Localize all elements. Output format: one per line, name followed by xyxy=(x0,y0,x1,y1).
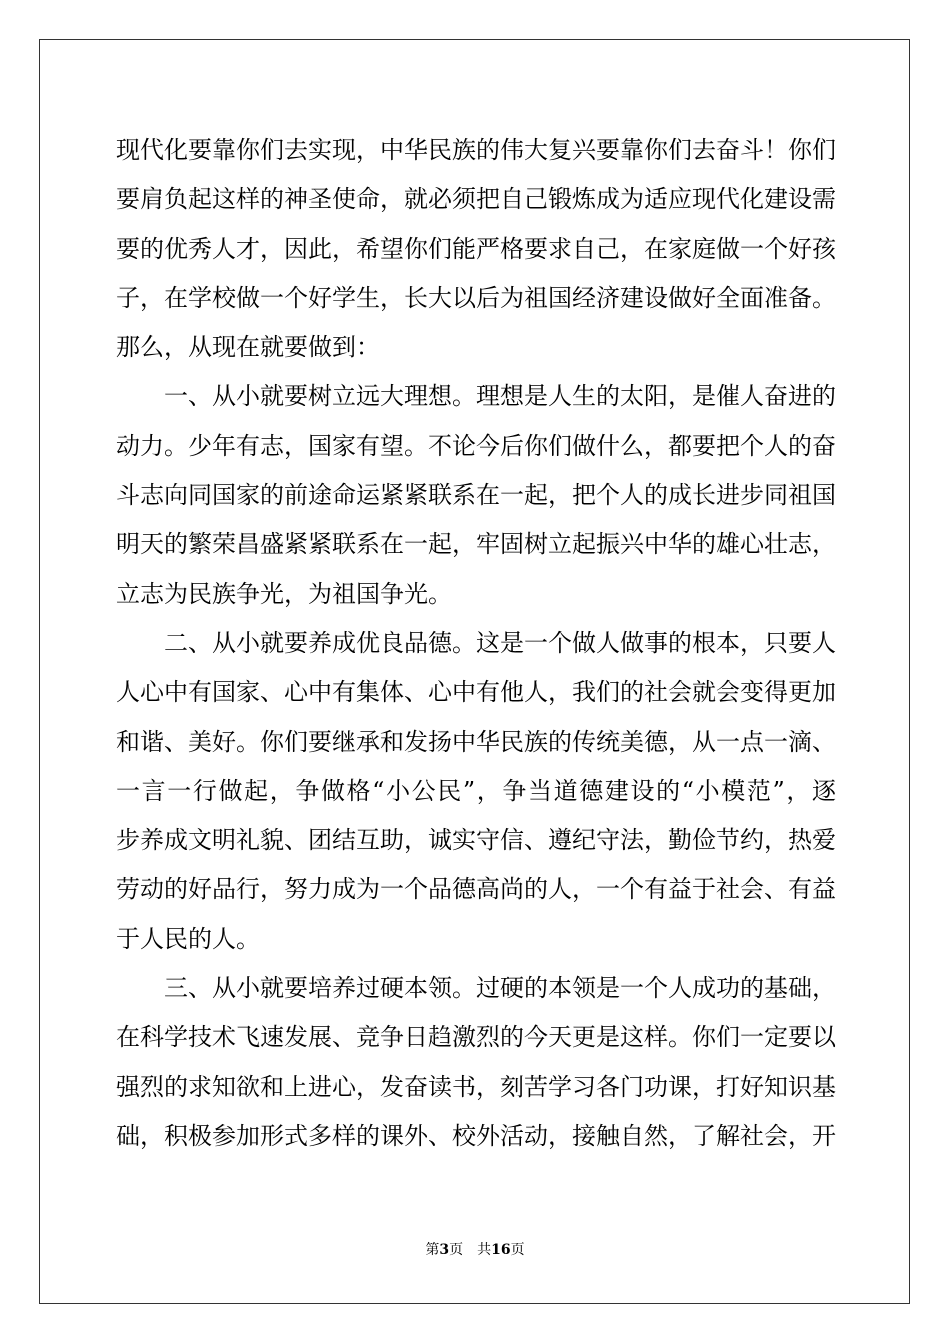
text-line: 斗志向同国家的前途命运紧紧联系在一起，把个人的成长进步同祖国 xyxy=(116,481,836,510)
text-line: 现代化要靠你们去实现，中华民族的伟大复兴要靠你们去奋斗！你们 xyxy=(116,136,836,164)
text-line: 要肩负起这样的神圣使命，就必须把自己锻炼成为适应现代化建设需 xyxy=(116,185,836,214)
text-line: 动力。少年有志，国家有望。不论今后你们做什么，都要把个人的奋 xyxy=(116,431,836,460)
text-line: 础，积极参加形式多样的课外、校外活动，接触自然，了解社会，开 xyxy=(116,1121,836,1150)
paragraph-1-heading-line: 一、从小就要树立远大理想。理想是人生的太阳，是催人奋进的 xyxy=(164,382,836,411)
text-line: 明天的繁荣昌盛紧紧联系在一起，牢固树立起振兴中华的雄心壮志， xyxy=(116,530,836,559)
text-line: 劳动的好品行，努力成为一个品德高尚的人，一个有益于社会、有益 xyxy=(116,875,836,904)
total-prefix: 共 xyxy=(477,1242,492,1258)
text-line: 在科学技术飞速发展、竞争日趋激烈的今天更是这样。你们一定要以 xyxy=(116,1023,836,1052)
document-body xyxy=(116,126,836,1161)
text-line: 一言一行做起，争做格“小公民”，争当道德建设的“小模范”，逐 xyxy=(116,776,836,805)
text-line: 人心中有国家、心中有集体、心中有他人，我们的社会就会变得更加 xyxy=(116,678,836,707)
text-line: 立志为民族争光，为祖国争光。 xyxy=(116,579,452,608)
text-line: 那么，从现在就要做到： xyxy=(116,333,380,362)
paragraph-3-heading-line: 三、从小就要培养过硬本领。过硬的本领是一个人成功的基础， xyxy=(164,974,836,1003)
page-number: 3 xyxy=(439,1242,450,1258)
text-line: 步养成文明礼貌、团结互助，诚实守信、遵纪守法，勤俭节约，热爱 xyxy=(116,826,836,855)
page-footer xyxy=(0,1240,950,1260)
text-line: 子，在学校做一个好学生，长大以后为祖国经济建设做好全面准备。 xyxy=(116,283,836,312)
text-line: 强烈的求知欲和上进心，发奋读书，刻苦学习各门功课，打好知识基 xyxy=(116,1072,836,1101)
total-suffix: 页 xyxy=(510,1242,525,1258)
text-line: 要的优秀人才，因此，希望你们能严格要求自己，在家庭做一个好孩 xyxy=(116,234,836,263)
page-suffix: 页 xyxy=(449,1242,464,1258)
text-line: 于人民的人。 xyxy=(116,924,260,953)
text-line: 和谐、美好。你们要继承和发扬中华民族的传统美德，从一点一滴、 xyxy=(116,727,836,756)
paragraph-2-heading-line: 二、从小就要养成优良品德。这是一个做人做事的根本，只要人 xyxy=(164,628,836,657)
page-prefix: 第 xyxy=(425,1242,440,1258)
page-total: 16 xyxy=(491,1242,511,1258)
